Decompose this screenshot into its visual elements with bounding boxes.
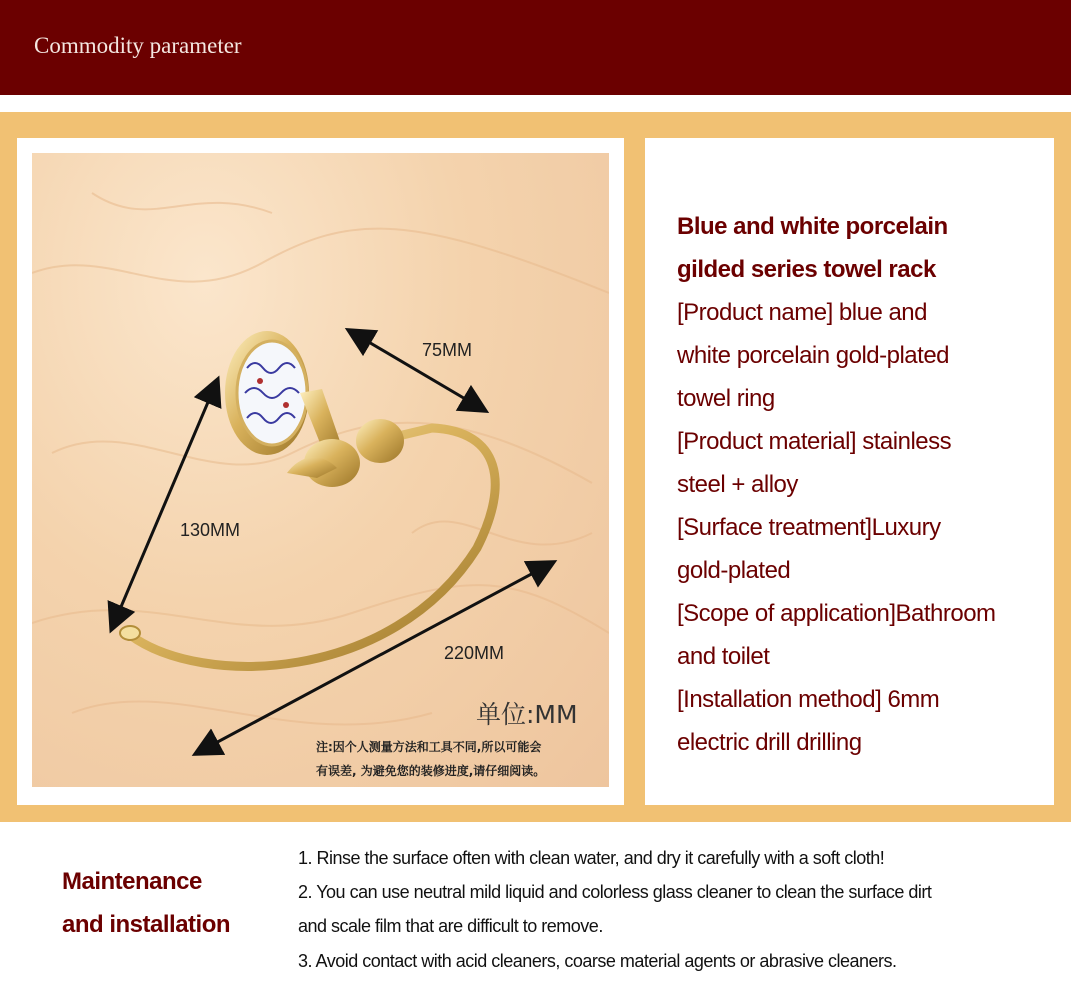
dimension-arrow-130mm	[112, 381, 217, 628]
spec-line: steel + alloy	[677, 471, 798, 498]
maintenance-title-line2: and installation	[62, 911, 231, 938]
dimension-label-width: 75MM	[422, 340, 473, 360]
maintenance-line: 3. Avoid contact with acid cleaners, coarse material agents or abrasive cleaners.	[298, 951, 897, 971]
measurement-note-line2: 有误差, 为避免您的装修进度,请仔细阅读。	[316, 764, 546, 778]
maintenance-line: 2. You can use neutral mild liquid and colorless glass cleaner to clean the surface dirt	[298, 882, 932, 902]
maintenance-line: and scale film that are difficult to remove.	[298, 916, 603, 936]
spec-line: and toilet	[677, 643, 770, 670]
maintenance-title-line1: Maintenance	[62, 868, 202, 895]
towel-ring-illustration	[32, 153, 609, 787]
spec-line: towel ring	[677, 385, 775, 412]
dimension-label-height: 130MM	[180, 520, 241, 540]
product-photo	[32, 153, 609, 787]
maintenance-line: 1. Rinse the surface often with clean water, and dry it carefully with a soft cloth!	[298, 848, 885, 868]
spec-line: [Product material] stainless	[677, 428, 952, 455]
spec-line: [Scope of application]Bathroom	[677, 600, 996, 627]
header-banner	[0, 0, 1071, 95]
spec-line: [Surface treatment]Luxury	[677, 514, 941, 541]
header-title: Commodity parameter	[34, 33, 242, 58]
spec-line: electric drill drilling	[677, 729, 862, 756]
spec-title-line2: gilded series towel rack	[677, 256, 936, 283]
spec-line: white porcelain gold-plated	[677, 342, 950, 369]
unit-label: 单位:MM	[476, 700, 578, 729]
spec-line: gold-plated	[677, 557, 791, 584]
spec-line: [Product name] blue and	[677, 299, 928, 326]
dimension-label-length: 220MM	[444, 643, 505, 663]
measurement-note-line1: 注:因个人测量方法和工具不同,所以可能会	[316, 740, 542, 754]
spec-title-line1: Blue and white porcelain	[677, 213, 948, 240]
spec-line: [Installation method] 6mm	[677, 686, 940, 713]
